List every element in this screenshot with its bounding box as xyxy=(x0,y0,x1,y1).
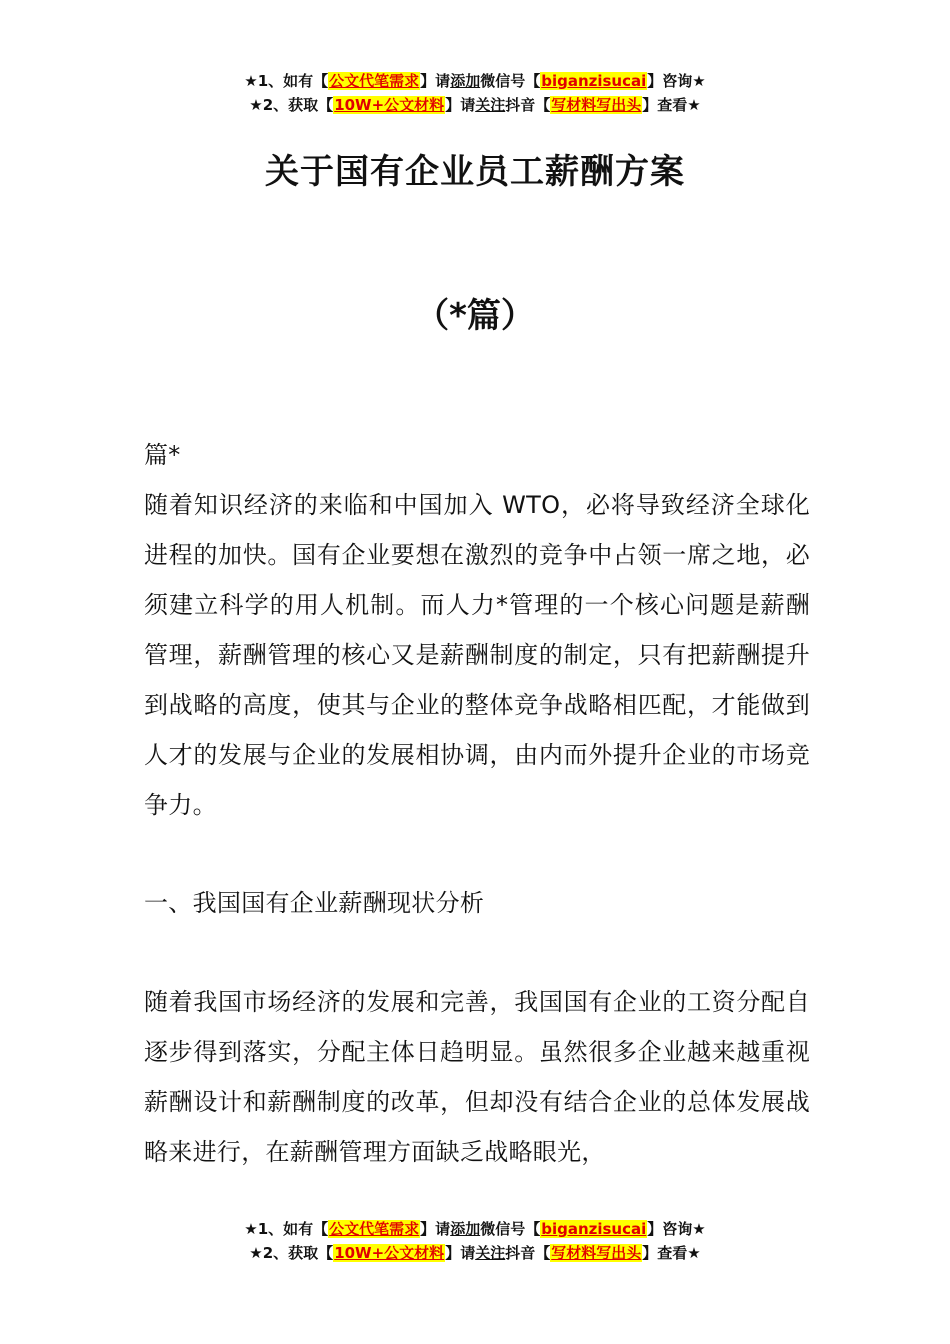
document-subtitle: （*篇） xyxy=(415,296,535,336)
highlight-service: 公文代笔需求 xyxy=(329,72,420,90)
banner-text: 】咨询★ xyxy=(647,1220,706,1238)
banner-text: 】请 xyxy=(445,96,476,114)
banner-line-2 xyxy=(0,1241,950,1265)
banner-text: ★2、获取【 xyxy=(249,1244,334,1262)
highlight-materials: 10W+公文材料 xyxy=(334,96,445,114)
section-label: 篇* xyxy=(144,441,181,469)
banner-text: 抖音【 xyxy=(505,96,551,114)
banner-text: 】查看★ xyxy=(642,96,701,114)
banner-text: 】咨询★ xyxy=(647,72,706,90)
document-title: 关于国有企业员工薪酬方案 xyxy=(265,152,685,192)
banner-line-2 xyxy=(0,93,950,117)
section-heading: 一、我国国有企业薪酬现状分析 xyxy=(144,889,485,917)
banner-emphasis: 关注 xyxy=(475,1244,506,1262)
banner-text: 】请 xyxy=(420,72,451,90)
douyin-account: 写材料写出头 xyxy=(551,96,642,114)
intro-paragraph: 随着知识经济的来临和中国加入 WTO，必将导致经济全球化进程的加快。国有企业要想在激烈的竞争中占领一席之地，必须建立科学的用人机制。而人力*管理的一个核心问题是薪酬管理，薪酬管理的核心又是薪酬制度的制定，只有把薪酬提升到战略的高度，使其与企业的整体竞争战略相匹配，才能做到人才的发展与企业的发展相协调，由内而外提升企业的市场竞争力。 xyxy=(144,491,810,819)
douyin-account: 写材料写出头 xyxy=(551,1244,642,1262)
wechat-id: biganzisucai xyxy=(541,1220,647,1238)
banner-emphasis: 添加 xyxy=(450,1220,481,1238)
banner-text: 微信号【 xyxy=(480,1220,541,1238)
banner-emphasis: 关注 xyxy=(475,96,506,114)
banner-line-1 xyxy=(0,1217,950,1241)
wechat-id: biganzisucai xyxy=(541,72,647,90)
analysis-paragraph: 随着我国市场经济的发展和完善，我国国有企业的工资分配自逐步得到落实，分配主体日趋明显。虽然很多企业越来越重视薪酬设计和薪酬制度的改革，但却没有结合企业的总体发展战略来进行，在薪酬管理方面缺乏战略眼光， xyxy=(144,988,810,1166)
banner-text: 】请 xyxy=(420,1220,451,1238)
banner-text: ★2、获取【 xyxy=(249,96,334,114)
banner-text: 】请 xyxy=(445,1244,476,1262)
header-banner xyxy=(0,69,950,117)
highlight-materials: 10W+公文材料 xyxy=(334,1244,445,1262)
banner-emphasis: 添加 xyxy=(450,72,481,90)
banner-text: 抖音【 xyxy=(505,1244,551,1262)
banner-line-1 xyxy=(0,69,950,93)
banner-text: ★1、如有【 xyxy=(244,72,329,90)
banner-text: 】查看★ xyxy=(642,1244,701,1262)
footer-banner xyxy=(0,1217,950,1265)
highlight-service: 公文代笔需求 xyxy=(329,1220,420,1238)
banner-text: ★1、如有【 xyxy=(244,1220,329,1238)
banner-text: 微信号【 xyxy=(480,72,541,90)
